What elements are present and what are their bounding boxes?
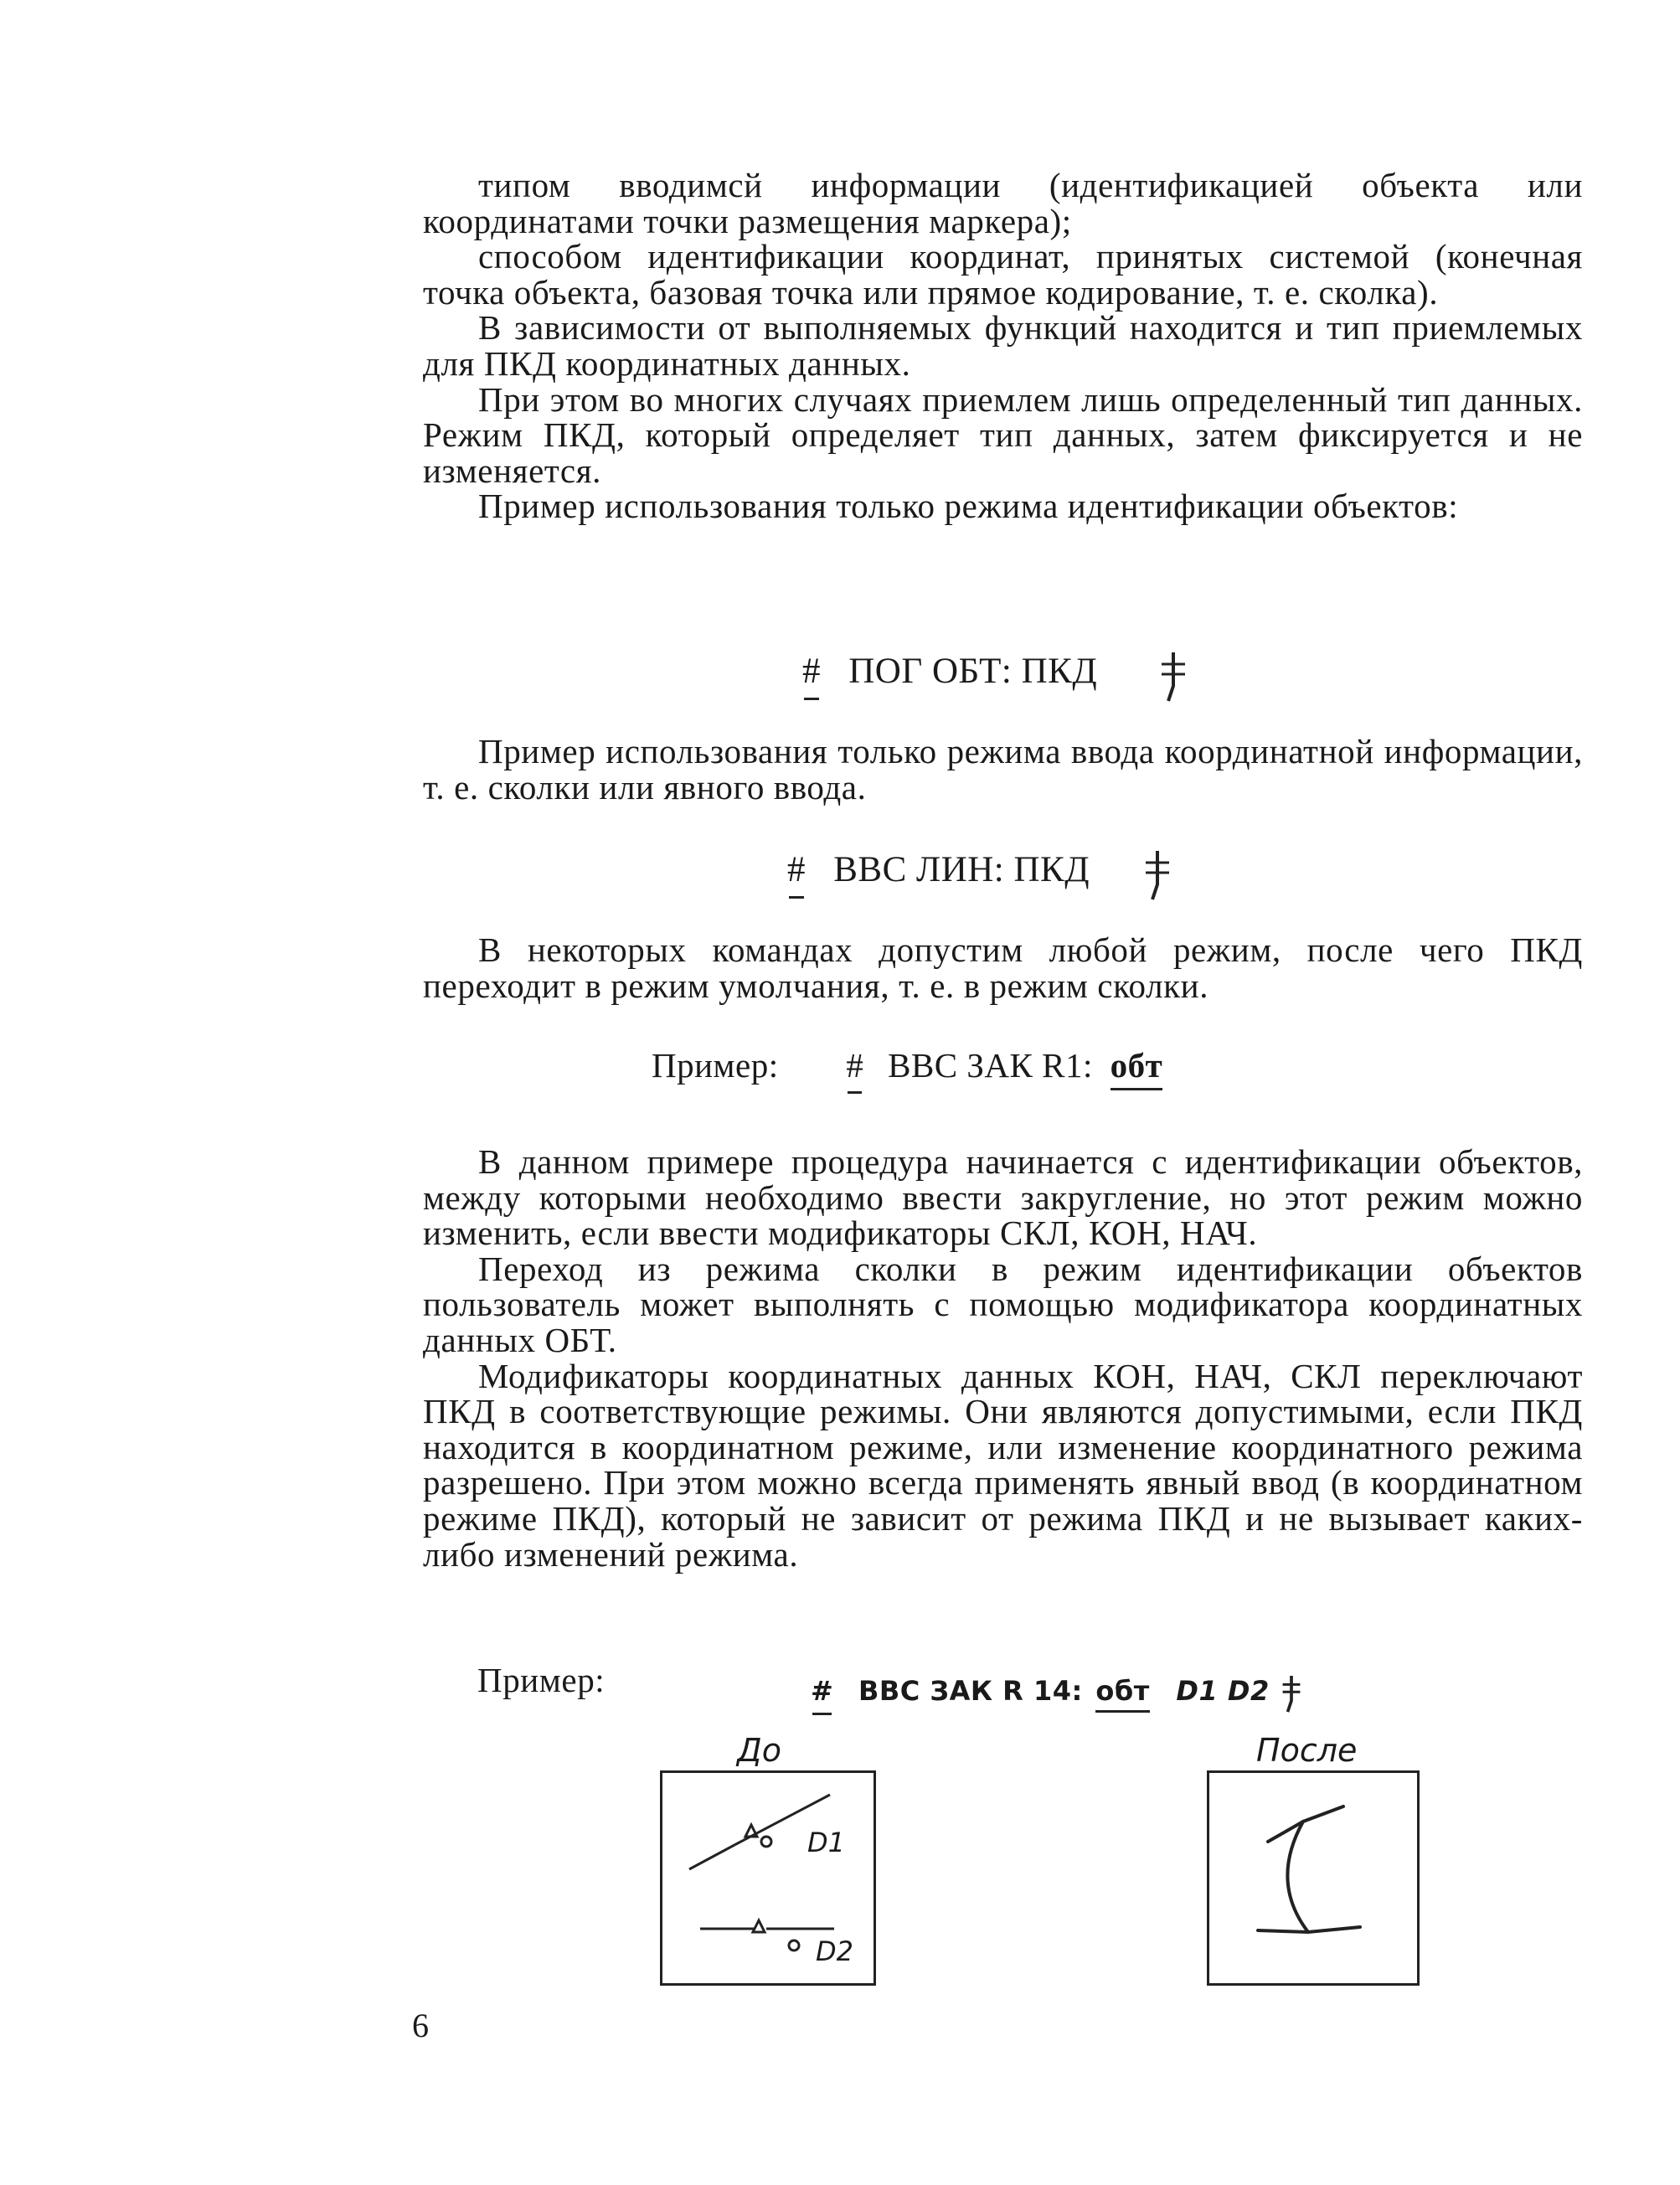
d2-label: D2 [816,1935,853,1967]
paragraph-3 [423,932,1583,1003]
d1-label: D1 [807,1827,845,1858]
after-frame [1207,1770,1420,1986]
paragraph: Пример использования только режима ввода координатной информации, т. е. сколки или явного ввода. [423,732,1583,806]
paragraph: способом идентификации координат, принятых системой (конечная точка объекта, базовая точка или прямое кодирование, т. е. сколка). [423,237,1583,312]
page-number: 6 [412,2007,429,2044]
example-2-label: Пример: [477,1661,606,1699]
end-mark-icon [1279,1673,1304,1717]
after-diagram [1209,1773,1417,1983]
end-mark-icon [1141,848,1174,906]
modifier: обт [1095,1675,1149,1713]
paragraph: Переход из режима сколки в режим идентификации объектов пользователь может выполнять с помощью модификатора координатных данных ОБТ. [423,1249,1583,1359]
end-mark-icon [1157,649,1190,708]
paragraph-2 [423,734,1583,805]
paragraphs-4 [423,1144,1583,1572]
command-text: ВВС ЛИН: ПКД [833,850,1090,889]
command-text: ВВС ЗАК R1: [888,1046,1093,1085]
before-frame [660,1770,876,1986]
paragraph: Пример использования только режима идентификации объектов: [478,487,1459,526]
before-label: До [737,1732,781,1769]
paragraph: В зависимости от выполняемых функций находится и тип приемлемых для ПКД координатных данных. [423,308,1583,383]
command-1 [802,649,1190,708]
hash-mark: # [811,1675,834,1707]
paragraph: В данном примере процедура начинается с идентификации объектов, между которыми необходимо ввести закругление, но этот режим можно изменить, если ввести модификаторы СКЛ, КОН, НАЧ. [423,1142,1583,1253]
paragraph: В некоторых командах допустим любой режим, после чего ПКД переходит в режим умолчания, т. е. в режим сколки. [423,930,1583,1005]
command-2 [787,848,1174,906]
hash-mark: # [846,1046,864,1085]
hash-mark: # [787,850,806,889]
paragraph: Модификаторы координатных данных КОН, НАЧ, СКЛ переключают ПКД в соответствующие режимы. Они являются допустимыми, если ПКД находится в координатном режиме, или изменение координатного режима разрешено. При этом можно всегда применять явный ввод (в координатном режиме ПКД), который не зависит от режима ПКД и не вызывает каких-либо изменений режима. [423,1356,1583,1574]
paragraphs-1 [423,167,1583,524]
hash-mark: # [802,652,821,691]
command-text: ВВС ЗАК R 14: [858,1675,1083,1707]
command-text: ПОГ ОБТ: ПКД [848,652,1098,691]
paragraph: При этом во многих случаях приемлем лишь определенный тип данных. Режим ПКД, который определяет тип данных, затем фиксируется и не изменяется. [423,379,1583,490]
modifier: обт [1111,1046,1163,1090]
points-text: D1 D2 [1176,1675,1270,1707]
after-label: После [1256,1732,1358,1769]
paragraph: типом вводимсй информации (идентификацией объекта или координатами точки размещения маркера); [423,166,1583,240]
example-label: Пример: [652,1046,779,1085]
example-1 [652,1045,1162,1085]
example-2-command [811,1673,1304,1717]
